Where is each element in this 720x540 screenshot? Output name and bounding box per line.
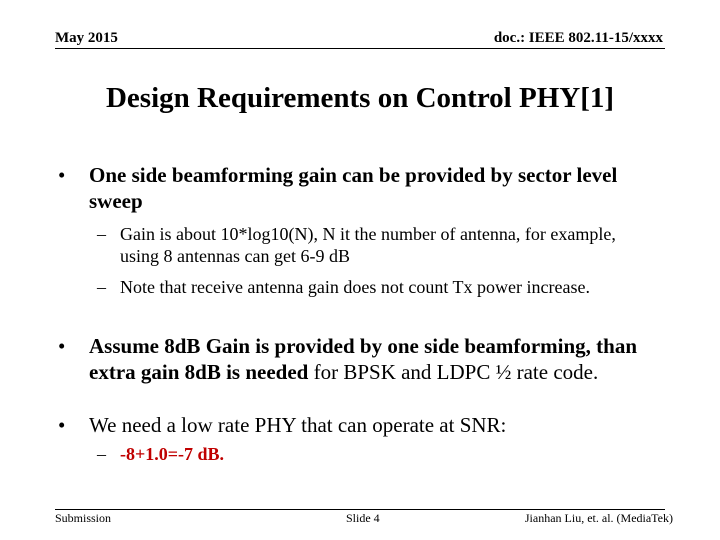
sub-bullet-text: Gain is about 10*log10(N), N it the number of antenna, for example, using 8 antennas can get 6-9 dB [120, 224, 616, 266]
sub-bullet-marker: – [97, 277, 106, 297]
header-date: May 2015 [55, 30, 118, 46]
footer-authors: Jianhan Liu, et. al. (MediaTek) [524, 511, 673, 525]
sub-bullet-marker: – [97, 224, 106, 244]
header-divider [55, 48, 665, 49]
snr-value-text: -8+1.0=-7 dB. [120, 444, 225, 464]
bullet-text: One side beamforming gain can be provided by sector level sweep [89, 163, 618, 213]
sub-bullet-gain [97, 223, 657, 267]
bullet-text-container [58, 333, 638, 385]
sub-bullet-text: Note that receive antenna gain does not count Tx power increase. [120, 277, 590, 297]
bullet-marker: • [58, 413, 66, 437]
bullet-marker: • [58, 334, 66, 358]
bullet-extra-gain [58, 333, 638, 385]
bullet-marker: • [58, 163, 66, 187]
bullet-plain-text: for BPSK and LDPC ½ rate code. [308, 360, 599, 384]
footer-divider [55, 509, 665, 510]
slide-title: Design Requirements on Control PHY[1] [105, 82, 615, 114]
sub-bullet-receive-gain [97, 276, 657, 298]
bullet-beamforming [58, 162, 638, 214]
bullet-text: We need a low rate PHY that can operate at SNR: [89, 413, 507, 437]
bullet-bold-text: Assume 8dB Gain is provided by one side beamforming, than extra gain 8dB is needed [89, 334, 638, 384]
sub-bullet-snr [97, 443, 657, 465]
sub-bullet-marker: – [97, 444, 106, 464]
header-doc-id: doc.: IEEE 802.11-15/xxxx [493, 30, 663, 46]
bullet-low-rate-phy [58, 412, 638, 438]
footer-submission: Submission [55, 511, 112, 525]
footer-slide-number: Slide 4 [346, 511, 380, 525]
